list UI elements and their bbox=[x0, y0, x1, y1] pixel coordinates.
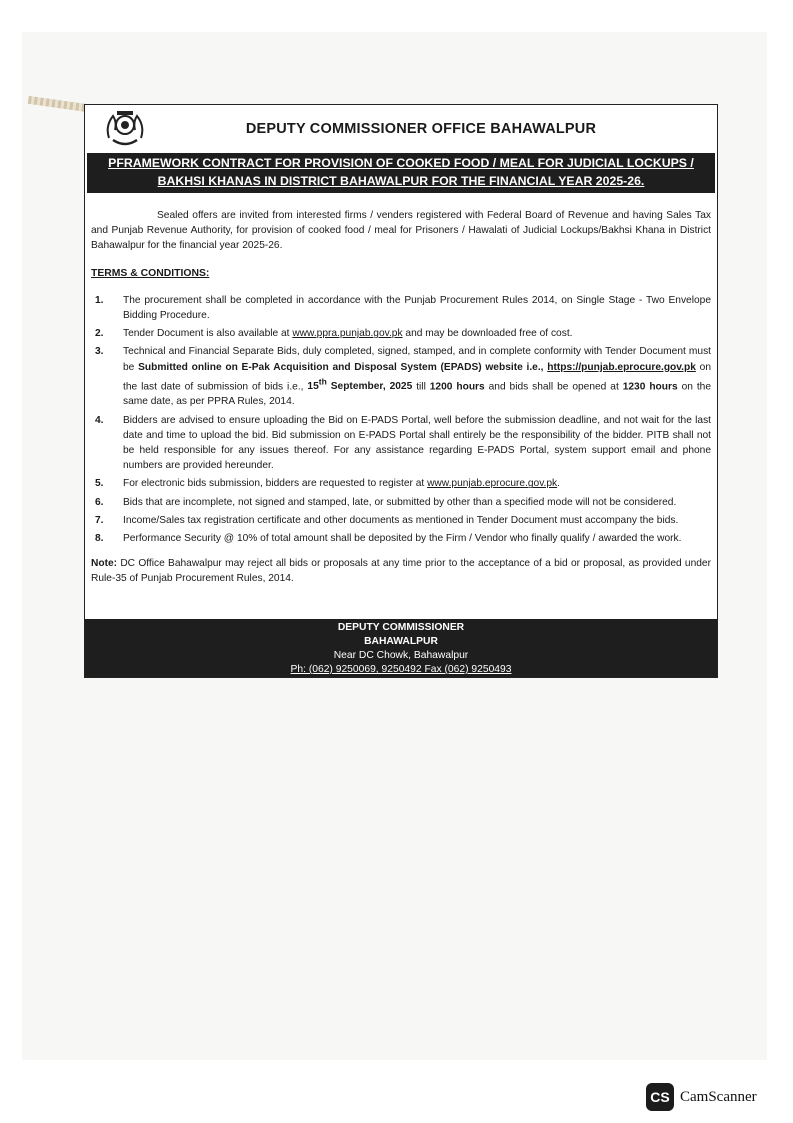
footer-designation: DEPUTY COMMISSIONER bbox=[337, 622, 465, 633]
banner-line-2: BAKHSI KHANAS IN DISTRICT BAHAWALPUR FOR THE FINANCIAL YEAR 2025-26. bbox=[157, 174, 645, 188]
term-text: and bids shall be opened at bbox=[484, 381, 623, 393]
eprocure-link[interactable]: https://punjab.eprocure.gov.pk bbox=[547, 361, 696, 373]
term-number: 6. bbox=[95, 496, 104, 508]
ppra-link[interactable]: www.ppra.punjab.gov.pk bbox=[292, 328, 403, 340]
camscanner-watermark bbox=[646, 1082, 757, 1112]
camscanner-logo-icon: CS bbox=[646, 1083, 674, 1111]
term-item bbox=[91, 413, 711, 474]
term-number: 5. bbox=[95, 478, 104, 490]
opening-time: 1230 hours bbox=[622, 381, 678, 393]
term-number: 3. bbox=[95, 346, 104, 358]
term-number: 2. bbox=[95, 328, 104, 340]
term-item bbox=[91, 344, 711, 409]
term-item bbox=[91, 293, 711, 323]
eprocure-register-link[interactable]: www.punjab.eprocure.gov.pk bbox=[427, 478, 558, 490]
term-item bbox=[91, 326, 711, 341]
term-number: 8. bbox=[95, 533, 104, 545]
term-text: Technical and Financial Separate Bids, duly completed, signed, stamped, and in complete conformity with Tender Document must be bbox=[123, 346, 711, 373]
tender-notice bbox=[84, 104, 718, 678]
term-text: Income/Sales tax registration certificate and other documents as mentioned in Tender Document must accompany the bids. bbox=[123, 514, 679, 526]
term-item bbox=[91, 476, 711, 491]
term-number: 4. bbox=[95, 414, 104, 426]
term-text: Bidders are advised to ensure uploading the Bid on E-PADS Portal, well before the submission deadline, and not wait for the last date and time to upload the bid. Bid submission on E-PADS Portal shall entirely be the responsibility of the bidder. PITB shall not be held responsible for any issues thereof. For any assistance regarding E-PADS Portal, system support email and phone numbers are provided hereunder. bbox=[123, 414, 711, 472]
term-text: Performance Security @ 10% of total amount shall be deposited by the Firm / Vendor who finally qualify / awarded the work. bbox=[123, 533, 682, 545]
footer-city: BAHAWALPUR bbox=[364, 636, 438, 647]
term-text: on the same date, as per PPRA Rules, 2014. bbox=[123, 381, 711, 408]
term-item bbox=[91, 531, 711, 546]
term-item bbox=[91, 495, 711, 510]
term-item bbox=[91, 513, 711, 528]
tender-title-banner bbox=[87, 153, 715, 193]
notice-header bbox=[85, 105, 717, 153]
office-title: DEPUTY COMMISSIONER OFFICE BAHAWALPUR bbox=[245, 121, 597, 137]
term-text: . bbox=[557, 478, 560, 490]
term-text: The procurement shall be completed in accordance with the Punjab Procurement Rules 2014, on Single Stage - Two Envelope Bidding Procedure. bbox=[123, 294, 711, 322]
intro-paragraph: Sealed offers are invited from interested firms / venders registered with Federal Board of Revenue and having Sales Tax and Punjab Revenue Authority, for provision of cooked food / meal for Prisoners / Hawalati of Judicial Lockups/Bakhsi Khana in District Bahawalpur for the financial year 2025-26. bbox=[91, 210, 711, 252]
term-text: Tender Document is also available at bbox=[123, 328, 293, 340]
submission-time: 1200 hours bbox=[429, 381, 485, 393]
notice-body bbox=[85, 208, 717, 587]
term-text: For electronic bids submission, bidders are requested to register at bbox=[123, 478, 428, 490]
term-text-bold: Submitted online on E-Pak Acquisition and Disposal System (EPADS) website i.e., bbox=[138, 361, 548, 373]
term-text: and may be downloaded free of cost. bbox=[402, 328, 573, 340]
contact-footer bbox=[85, 619, 717, 677]
terms-heading: TERMS & CONDITIONS: bbox=[91, 267, 210, 279]
term-text: on the last date of submission of bids i.e., bbox=[123, 361, 711, 393]
note-text: DC Office Bahawalpur may reject all bids or proposals at any time prior to the acceptance of a bid or proposal, as provided under Rule-35 of Punjab Procurement Rules, 2014. bbox=[91, 558, 711, 585]
term-number: 1. bbox=[95, 294, 104, 306]
term-number: 7. bbox=[95, 514, 104, 526]
note-paragraph bbox=[91, 556, 711, 586]
submission-date: 15th September, 2025 bbox=[307, 376, 413, 393]
note-label: Note: bbox=[91, 558, 118, 570]
term-text: Bids that are incomplete, not signed and stamped, late, or submitted by other than a specified mode will not be considered. bbox=[123, 496, 677, 508]
footer-address: Near DC Chowk, Bahawalpur bbox=[333, 650, 469, 661]
terms-list bbox=[91, 293, 711, 546]
term-text: till bbox=[412, 381, 430, 393]
banner-line-1: PFRAMEWORK CONTRACT FOR PROVISION OF COOKED FOOD / MEAL FOR JUDICIAL LOCKUPS / bbox=[108, 156, 694, 170]
camscanner-brand: CamScanner bbox=[680, 1088, 757, 1105]
footer-phone: Ph: (062) 9250069, 9250492 Fax (062) 9250493 bbox=[290, 664, 512, 675]
